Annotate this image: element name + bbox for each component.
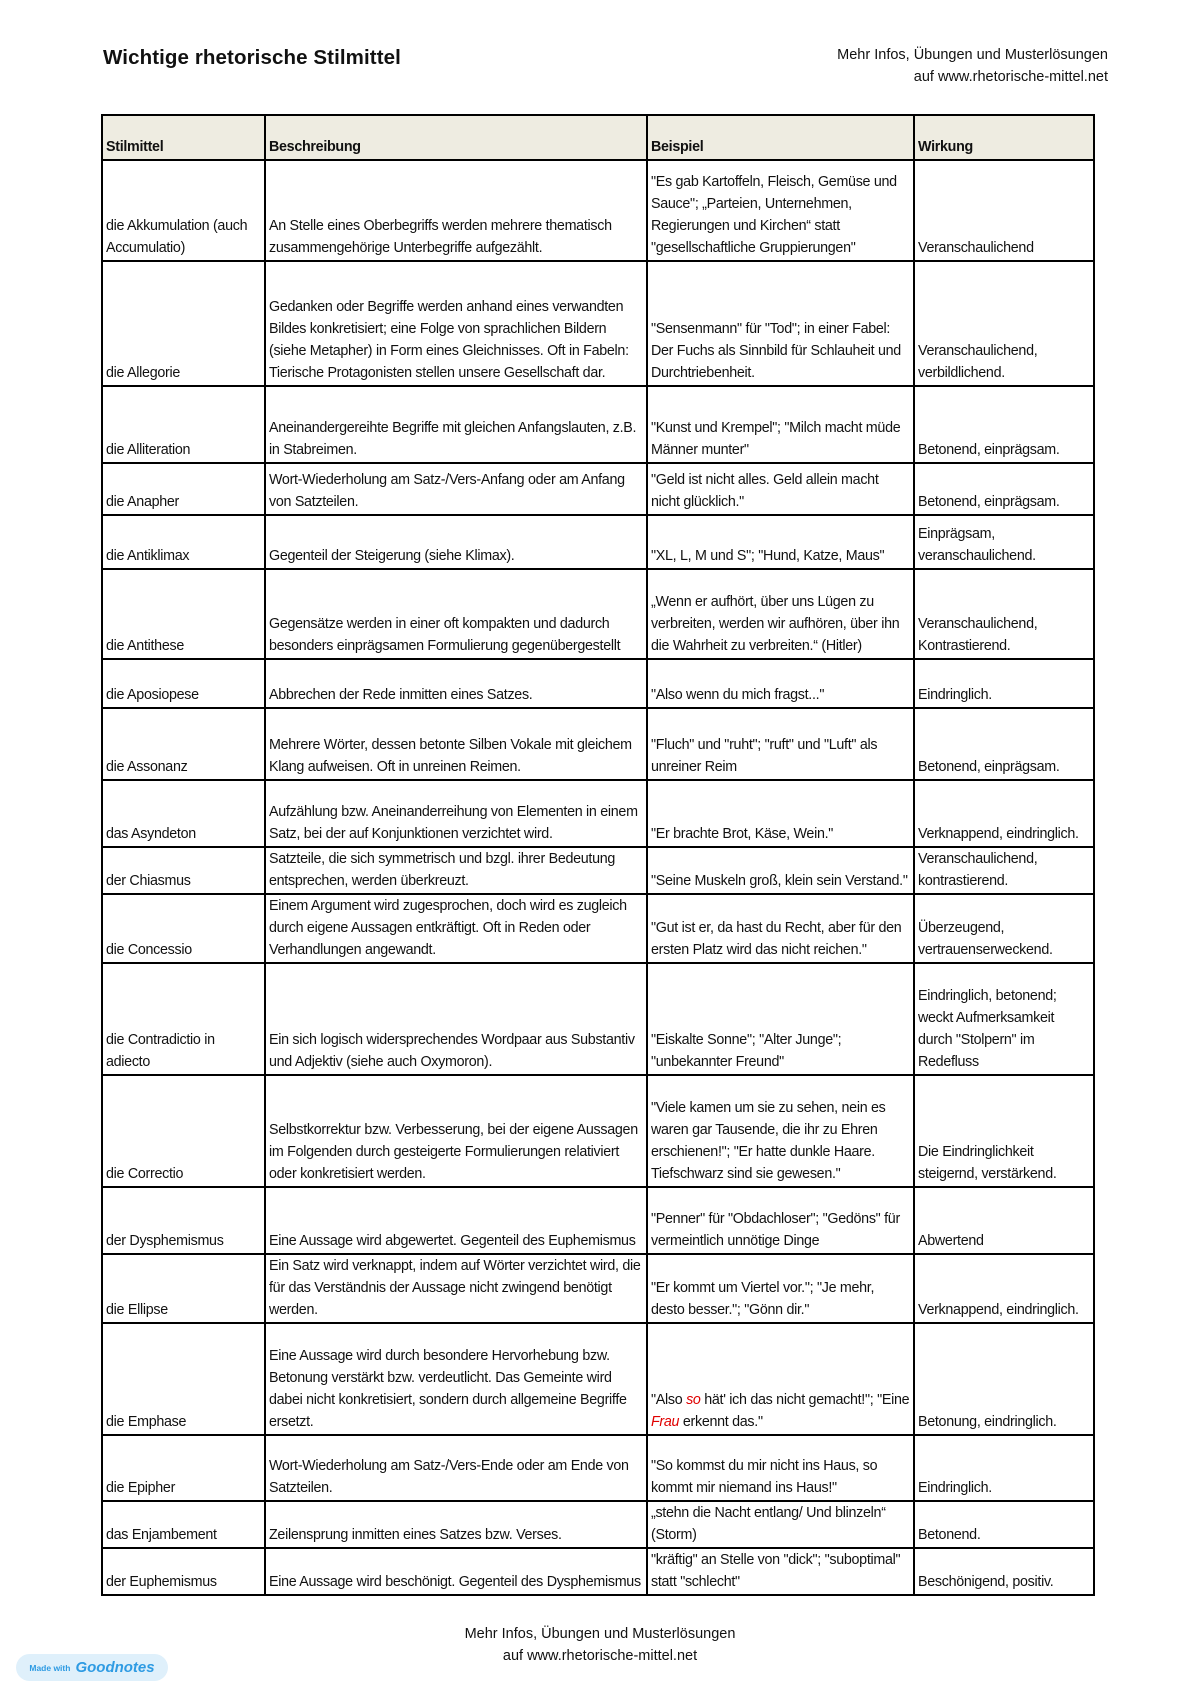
cell-beispiel: „stehn die Nacht entlang/ Und blinzeln“ (Storm) xyxy=(647,1501,914,1548)
table-row xyxy=(102,261,1094,386)
cell-beschreibung: An Stelle eines Oberbegriffs werden mehrere thematisch zusammengehörige Unterbegriffe aufgezählt. xyxy=(265,160,647,261)
table-row xyxy=(102,659,1094,708)
cell-stilmittel: die Allegorie xyxy=(102,261,265,386)
cell-beispiel: "kräftig" an Stelle von "dick"; "suboptimal" statt "schlecht" xyxy=(647,1548,914,1595)
column-header-beispiel: Beispiel xyxy=(647,115,914,160)
cell-beispiel: "So kommst du mir nicht ins Haus, so kommt mir niemand ins Haus!" xyxy=(647,1435,914,1501)
table-row xyxy=(102,1075,1094,1187)
cell-stilmittel: die Correctio xyxy=(102,1075,265,1187)
cell-wirkung: Veranschaulichend, Kontrastierend. xyxy=(914,569,1094,659)
cell-wirkung: Betonend. xyxy=(914,1501,1094,1548)
cell-wirkung: Beschönigend, positiv. xyxy=(914,1548,1094,1595)
header-info xyxy=(837,44,1108,88)
cell-wirkung: Veranschaulichend, verbildlichend. xyxy=(914,261,1094,386)
cell-beschreibung: Aufzählung bzw. Aneinanderreihung von Elementen in einem Satz, bei der auf Konjunktionen verzichtet wird. xyxy=(265,780,647,847)
cell-beschreibung: Gegenteil der Steigerung (siehe Klimax). xyxy=(265,515,647,569)
footer-info-line1: Mehr Infos, Übungen und Musterlösungen xyxy=(464,1626,736,1642)
cell-stilmittel: die Akkumulation (auch Accumulatio) xyxy=(102,160,265,261)
page-title: Wichtige rhetorische Stilmittel xyxy=(103,46,401,69)
cell-beschreibung: Einem Argument wird zugesprochen, doch wird es zugleich durch eigene Aussagen entkräftigt. Oft in Reden oder Verhandlungen angewandt. xyxy=(265,894,647,963)
cell-beschreibung: Eine Aussage wird abgewertet. Gegenteil des Euphemismus xyxy=(265,1187,647,1254)
example-text: hät' ich das nicht gemacht!"; "Eine xyxy=(700,1392,910,1408)
cell-beschreibung: Aneinandergereihte Begriffe mit gleichen Anfangslauten, z.B. in Stabreimen. xyxy=(265,386,647,463)
cell-beispiel: "Geld ist nicht alles. Geld allein macht nicht glücklich." xyxy=(647,463,914,515)
table-row xyxy=(102,386,1094,463)
cell-stilmittel: die Emphase xyxy=(102,1323,265,1435)
cell-beispiel: "Er brachte Brot, Käse, Wein." xyxy=(647,780,914,847)
emphasis-word: so xyxy=(686,1392,701,1408)
goodnotes-badge xyxy=(16,1654,168,1681)
table-header-row xyxy=(102,115,1094,160)
cell-wirkung: Eindringlich, betonend; weckt Aufmerksamkeit durch "Stolpern" im Redefluss xyxy=(914,963,1094,1075)
badge-made-with: Made with xyxy=(29,1662,71,1673)
header-info-line1: Mehr Infos, Übungen und Musterlösungen xyxy=(837,47,1108,63)
column-header-wirkung: Wirkung xyxy=(914,115,1094,160)
table-row xyxy=(102,1254,1094,1323)
cell-stilmittel: die Antiklimax xyxy=(102,515,265,569)
cell-beschreibung: Mehrere Wörter, dessen betonte Silben Vokale mit gleichem Klang aufweisen. Oft in unreinen Reimen. xyxy=(265,708,647,780)
cell-stilmittel: die Epipher xyxy=(102,1435,265,1501)
cell-stilmittel: die Concessio xyxy=(102,894,265,963)
cell-wirkung: Veranschaulichend xyxy=(914,160,1094,261)
footer-info xyxy=(0,1623,1200,1667)
cell-beispiel: "Penner" für "Obdachloser"; "Gedöns" für vermeintlich unnötige Dinge xyxy=(647,1187,914,1254)
cell-beispiel: "Seine Muskeln groß, klein sein Verstand." xyxy=(647,847,914,894)
cell-wirkung: Überzeugend, vertrauenserweckend. xyxy=(914,894,1094,963)
cell-beispiel: "Viele kamen um sie zu sehen, nein es waren gar Tausende, die ihr zu Ehren erschienen!"; "Er hatte dunkle Haare. Tiefschwarz sind sie gewesen." xyxy=(647,1075,914,1187)
cell-beispiel: "Er kommt um Viertel vor."; "Je mehr, desto besser."; "Gönn dir." xyxy=(647,1254,914,1323)
column-header-stilmittel: Stilmittel xyxy=(102,115,265,160)
cell-beschreibung: Abbrechen der Rede inmitten eines Satzes. xyxy=(265,659,647,708)
cell-beispiel: "Sensenmann" für "Tod"; in einer Fabel: Der Fuchs als Sinnbild für Schlauheit und Durchtriebenheit. xyxy=(647,261,914,386)
cell-beispiel: "Kunst und Krempel"; "Milch macht müde Männer munter" xyxy=(647,386,914,463)
cell-wirkung: Eindringlich. xyxy=(914,1435,1094,1501)
table-row xyxy=(102,894,1094,963)
cell-beschreibung: Gedanken oder Begriffe werden anhand eines verwandten Bildes konkretisiert; eine Folge von sprachlichen Bildern (siehe Metapher) in Form eines Gleichnisses. Oft in Fabeln: Tierische Protagonisten stellen unsere Gesellschaft dar. xyxy=(265,261,647,386)
cell-beschreibung: Selbstkorrektur bzw. Verbesserung, bei der eigene Aussagen im Folgenden durch gesteigerte Formulierungen relativiert oder konkretisiert werden. xyxy=(265,1075,647,1187)
cell-stilmittel: der Chiasmus xyxy=(102,847,265,894)
goodnotes-logo: Goodnotes xyxy=(75,1659,155,1676)
cell-beschreibung: Gegensätze werden in einer oft kompakten und dadurch besonders einprägsamen Formulierung gegenübergestellt xyxy=(265,569,647,659)
example-text: erkennt das." xyxy=(679,1414,763,1430)
column-header-beschreibung: Beschreibung xyxy=(265,115,647,160)
cell-stilmittel: die Alliteration xyxy=(102,386,265,463)
table-row xyxy=(102,515,1094,569)
cell-wirkung: Verknappend, eindringlich. xyxy=(914,1254,1094,1323)
table-row xyxy=(102,160,1094,261)
cell-beispiel: "Eiskalte Sonne"; "Alter Junge"; "unbekannter Freund" xyxy=(647,963,914,1075)
table-row xyxy=(102,1548,1094,1595)
cell-wirkung: Betonend, einprägsam. xyxy=(914,463,1094,515)
cell-stilmittel: das Enjambement xyxy=(102,1501,265,1548)
cell-beschreibung: Eine Aussage wird beschönigt. Gegenteil des Dysphemismus xyxy=(265,1548,647,1595)
cell-beispiel: "Fluch" und "ruht"; "ruft" und "Luft" als unreiner Reim xyxy=(647,708,914,780)
cell-beschreibung: Wort-Wiederholung am Satz-/Vers-Anfang oder am Anfang von Satzteilen. xyxy=(265,463,647,515)
cell-beschreibung: Wort-Wiederholung am Satz-/Vers-Ende oder am Ende von Satzteilen. xyxy=(265,1435,647,1501)
table-row xyxy=(102,963,1094,1075)
table-row xyxy=(102,847,1094,894)
table-row xyxy=(102,1501,1094,1548)
cell-stilmittel: das Asyndeton xyxy=(102,780,265,847)
table-row xyxy=(102,1435,1094,1501)
cell-stilmittel: die Antithese xyxy=(102,569,265,659)
cell-beispiel: "Also wenn du mich fragst..." xyxy=(647,659,914,708)
cell-wirkung: Eindringlich. xyxy=(914,659,1094,708)
stilmittel-table xyxy=(101,114,1095,1596)
table-row xyxy=(102,780,1094,847)
cell-stilmittel: der Dysphemismus xyxy=(102,1187,265,1254)
cell-stilmittel: die Aposiopese xyxy=(102,659,265,708)
header-info-line2: auf www.rhetorische-mittel.net xyxy=(913,69,1108,85)
cell-beschreibung: Ein Satz wird verknappt, indem auf Wörter verzichtet wird, die für das Verständnis der Aussage nicht zwingend benötigt werden. xyxy=(265,1254,647,1323)
table-row xyxy=(102,1323,1094,1435)
cell-stilmittel: die Contradictio in adiecto xyxy=(102,963,265,1075)
table-row xyxy=(102,463,1094,515)
cell-wirkung: Betonend, einprägsam. xyxy=(914,386,1094,463)
cell-beispiel: "XL, L, M und S"; "Hund, Katze, Maus" xyxy=(647,515,914,569)
example-text: "Also xyxy=(651,1392,687,1408)
cell-wirkung: Die Eindringlichkeit steigernd, verstärkend. xyxy=(914,1075,1094,1187)
cell-beispiel xyxy=(647,1323,914,1435)
footer-info-line2: auf www.rhetorische-mittel.net xyxy=(502,1648,698,1664)
table-row xyxy=(102,569,1094,659)
emphasis-word: Frau xyxy=(651,1414,680,1430)
cell-stilmittel: die Assonanz xyxy=(102,708,265,780)
cell-beschreibung: Eine Aussage wird durch besondere Hervorhebung bzw. Betonung verstärkt bzw. verdeutlicht. Das Gemeinte wird dabei nicht konkretisiert, sondern durch allgemeine Begriffe ersetzt. xyxy=(265,1323,647,1435)
cell-beschreibung: Ein sich logisch widersprechendes Wordpaar aus Substantiv und Adjektiv (siehe auch Oxymoron). xyxy=(265,963,647,1075)
cell-wirkung: Betonung, eindringlich. xyxy=(914,1323,1094,1435)
cell-stilmittel: die Ellipse xyxy=(102,1254,265,1323)
cell-wirkung: Verknappend, eindringlich. xyxy=(914,780,1094,847)
cell-beispiel: „Wenn er aufhört, über uns Lügen zu verbreiten, werden wir aufhören, über ihn die Wahrheit zu verbreiten.“ (Hitler) xyxy=(647,569,914,659)
cell-stilmittel: der Euphemismus xyxy=(102,1548,265,1595)
stilmittel-table-container xyxy=(101,114,1093,1596)
cell-beschreibung: Satzteile, die sich symmetrisch und bzgl. ihrer Bedeutung entsprechen, werden überkreuzt. xyxy=(265,847,647,894)
cell-wirkung: Betonend, einprägsam. xyxy=(914,708,1094,780)
cell-beispiel: "Gut ist er, da hast du Recht, aber für den ersten Platz wird das nicht reichen." xyxy=(647,894,914,963)
cell-stilmittel: die Anapher xyxy=(102,463,265,515)
table-row xyxy=(102,1187,1094,1254)
cell-wirkung: Abwertend xyxy=(914,1187,1094,1254)
cell-beispiel: "Es gab Kartoffeln, Fleisch, Gemüse und Sauce"; „Parteien, Unternehmen, Regierungen und Kirchen“ statt "gesellschaftliche Gruppierungen" xyxy=(647,160,914,261)
cell-wirkung: Einprägsam, veranschaulichend. xyxy=(914,515,1094,569)
cell-beschreibung: Zeilensprung inmitten eines Satzes bzw. Verses. xyxy=(265,1501,647,1548)
table-row xyxy=(102,708,1094,780)
cell-wirkung: Veranschaulichend, kontrastierend. xyxy=(914,847,1094,894)
